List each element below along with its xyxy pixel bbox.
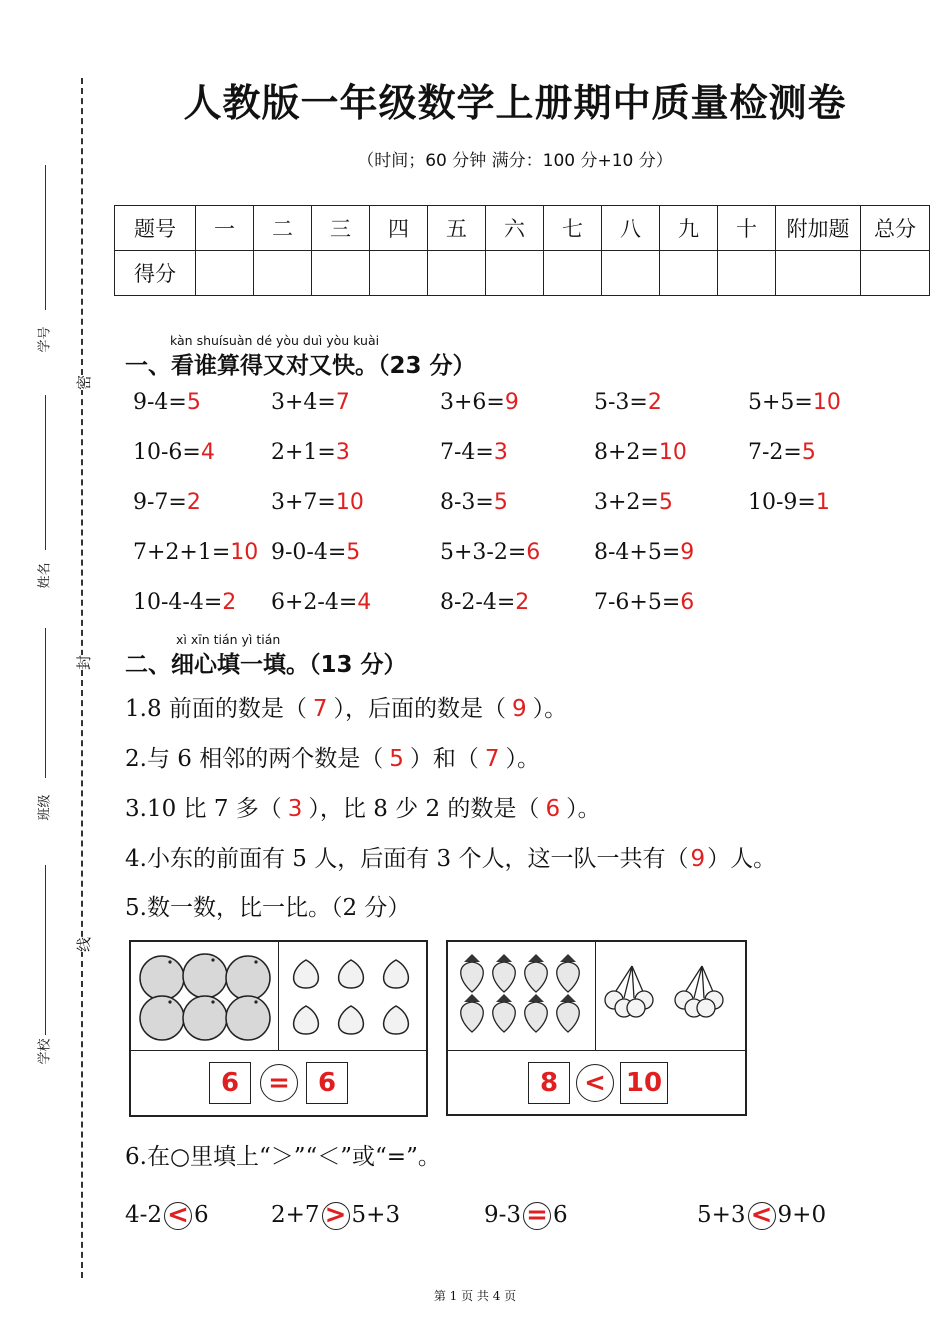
equation: 9-4= <box>133 390 187 415</box>
panel-divider <box>448 1050 745 1051</box>
answer[interactable]: 3 <box>335 440 350 465</box>
arithmetic-item <box>594 540 694 565</box>
score-input-cell[interactable] <box>370 251 428 296</box>
equation: 10-4-4= <box>133 590 223 615</box>
arithmetic-item <box>271 440 350 465</box>
compare-circle[interactable]: < <box>748 1202 776 1230</box>
answer[interactable]: 10 <box>812 390 841 415</box>
answer[interactable]: 5 <box>346 540 361 565</box>
panel2-left-count[interactable]: 8 <box>528 1062 570 1104</box>
q1-text-c: ）。 <box>532 696 568 722</box>
q3-text-a: 3.10 比 7 多（ <box>125 796 282 822</box>
answer[interactable]: 3 <box>493 440 508 465</box>
answer[interactable]: 2 <box>515 590 530 615</box>
name-label: 姓名 <box>37 562 53 589</box>
answer[interactable]: 10 <box>335 490 364 515</box>
section2-title: 二、细心填一填。（13 分） <box>125 652 407 678</box>
arithmetic-item <box>133 490 201 515</box>
equation: 8-4+5= <box>594 540 681 565</box>
compare-right: 6 <box>553 1202 568 1228</box>
score-row-label: 得分 <box>115 251 196 296</box>
compare-panel-2 <box>446 940 747 1116</box>
compare-circle[interactable]: < <box>164 1202 192 1230</box>
score-header-cell: 五 <box>428 206 486 251</box>
q1-answer-2[interactable]: 9 <box>512 696 527 722</box>
class-rule <box>45 628 46 778</box>
equation: 8+2= <box>594 440 659 465</box>
compare-item-1 <box>125 1202 209 1230</box>
compare-circle[interactable]: = <box>523 1202 551 1230</box>
equation: 3+4= <box>271 390 336 415</box>
score-header-cell: 总分 <box>861 206 930 251</box>
exam-info: （时间；60 分钟 满分：100 分+10 分） <box>357 151 673 171</box>
page-title: 人教版一年级数学上册期中质量检测卷 <box>183 81 847 125</box>
q1-text-a: 1.8 前面的数是（ <box>125 696 307 722</box>
strawberries-illustration <box>452 950 592 1046</box>
binding-word-feng: 封 <box>69 655 98 670</box>
score-table-score-row <box>115 251 930 296</box>
question-2 <box>125 740 540 773</box>
compare-item-3 <box>484 1202 568 1230</box>
panel-divider <box>278 942 279 1050</box>
panel1-right-count[interactable]: 6 <box>306 1062 348 1104</box>
equation: 5+5= <box>748 390 813 415</box>
panel1-left-count[interactable]: 6 <box>209 1062 251 1104</box>
arithmetic-item <box>594 590 694 615</box>
score-input-cell[interactable] <box>428 251 486 296</box>
compare-left: 4-2 <box>125 1202 163 1228</box>
answer[interactable]: 9 <box>680 540 695 565</box>
equation: 7+2+1= <box>133 540 231 565</box>
equation: 9-0-4= <box>271 540 347 565</box>
answer[interactable]: 9 <box>504 390 519 415</box>
score-header-cell: 九 <box>660 206 718 251</box>
equation: 7-4= <box>440 440 494 465</box>
section2-pinyin: xì xīn tián yì tián <box>176 632 281 647</box>
answer[interactable]: 4 <box>357 590 372 615</box>
arithmetic-item <box>133 390 201 415</box>
answer[interactable]: 2 <box>647 390 662 415</box>
arithmetic-item <box>133 540 258 565</box>
answer[interactable]: 10 <box>658 440 687 465</box>
q3-answer-1[interactable]: 3 <box>287 796 303 822</box>
arithmetic-item <box>440 440 508 465</box>
answer[interactable]: 1 <box>815 490 830 515</box>
q2-answer-2[interactable]: 7 <box>484 746 500 772</box>
equation: 3+6= <box>440 390 505 415</box>
arithmetic-item <box>748 490 830 515</box>
score-input-cell[interactable] <box>544 251 602 296</box>
q3-text-b: ），比 8 少 2 的数是（ <box>308 796 540 822</box>
arithmetic-item <box>271 540 360 565</box>
compare-left: 9-3 <box>484 1202 522 1228</box>
q3-text-c: ）。 <box>566 796 601 822</box>
equation: 5+3-2= <box>440 540 527 565</box>
arithmetic-item <box>440 590 529 615</box>
arithmetic-item <box>133 440 215 465</box>
q1-answer-1[interactable]: 7 <box>312 696 328 722</box>
panel1-sign[interactable]: = <box>260 1064 298 1102</box>
answer[interactable]: 4 <box>200 440 215 465</box>
student-id-label: 学号 <box>37 326 53 353</box>
name-rule <box>45 395 46 550</box>
arithmetic-item <box>594 490 673 515</box>
arithmetic-item <box>133 590 236 615</box>
arithmetic-item <box>594 390 662 415</box>
score-header-cell: 三 <box>312 206 370 251</box>
oranges-illustration <box>135 948 275 1046</box>
answer[interactable]: 5 <box>801 440 816 465</box>
score-input-cell[interactable] <box>254 251 312 296</box>
section1-pinyin: kàn shuísuàn dé yòu duì yòu kuài <box>170 333 380 348</box>
equation: 2+1= <box>271 440 336 465</box>
compare-item-2 <box>271 1202 400 1230</box>
equation: 3+2= <box>594 490 659 515</box>
equation: 5-3= <box>594 390 648 415</box>
score-header-cell: 六 <box>486 206 544 251</box>
compare-panel-1 <box>129 940 428 1117</box>
compare-left: 5+3 <box>697 1202 746 1228</box>
score-header-cell: 一 <box>196 206 254 251</box>
binding-word-mi: 密 <box>69 375 98 390</box>
compare-right: 6 <box>194 1202 209 1228</box>
score-input-cell[interactable] <box>776 251 861 296</box>
arithmetic-item <box>271 390 350 415</box>
q2-text-c: ）。 <box>505 746 540 772</box>
q1-text-b: ），后面的数是（ <box>333 696 507 722</box>
q2-answer-1[interactable]: 5 <box>389 746 404 772</box>
score-header-cell: 附加题 <box>776 206 861 251</box>
arithmetic-item <box>594 440 687 465</box>
arithmetic-item <box>271 590 371 615</box>
arithmetic-item <box>440 540 540 565</box>
question-6: 6.在○里填上“＞”“＜”或“=”。 <box>125 1144 441 1170</box>
q2-text-b: ）和（ <box>409 746 479 772</box>
arithmetic-item <box>271 490 364 515</box>
equation: 6+2-4= <box>271 590 358 615</box>
panel2-right-count[interactable]: 10 <box>620 1062 668 1104</box>
cherries-illustration <box>602 960 738 1026</box>
q4-text-b: ）人。 <box>707 846 777 872</box>
arithmetic-item <box>440 490 508 515</box>
score-header-cell: 二 <box>254 206 312 251</box>
panel-divider <box>595 942 596 1050</box>
answer[interactable]: 10 <box>230 540 259 565</box>
question-5: 5.数一数，比一比。（2 分） <box>125 895 411 921</box>
question-4 <box>125 840 776 873</box>
score-table-header-row <box>115 206 930 251</box>
binding-dashed-line <box>81 78 83 1278</box>
question-3 <box>125 790 601 823</box>
q4-text-a: 4.小东的前面有 5 人，后面有 3 个人，这一队一共有（ <box>125 846 689 872</box>
arithmetic-item <box>748 440 816 465</box>
q4-answer[interactable]: 9 <box>690 846 706 872</box>
class-label: 班级 <box>37 794 53 821</box>
equation: 9-7= <box>133 490 187 515</box>
equation: 7-2= <box>748 440 802 465</box>
answer[interactable]: 5 <box>186 390 201 415</box>
section1-title: 一、看谁算得又对又快。（23 分） <box>125 353 476 379</box>
school-label: 学校 <box>37 1038 53 1065</box>
question-1 <box>125 690 567 723</box>
compare-item-4 <box>697 1202 826 1230</box>
compare-right: 5+3 <box>351 1202 401 1228</box>
equation: 8-3= <box>440 490 494 515</box>
compare-circle[interactable]: > <box>322 1202 350 1230</box>
peaches-illustration <box>283 950 421 1046</box>
score-header-cell: 四 <box>370 206 428 251</box>
answer[interactable]: 5 <box>658 490 673 515</box>
q2-text-a: 2.与 6 相邻的两个数是（ <box>125 746 384 772</box>
compare-right: 9+0 <box>777 1202 827 1228</box>
score-header-cell: 十 <box>718 206 776 251</box>
score-header-cell: 题号 <box>115 206 196 251</box>
score-input-cell[interactable] <box>861 251 930 296</box>
score-input-cell[interactable] <box>718 251 776 296</box>
answer[interactable]: 6 <box>526 540 541 565</box>
answer[interactable]: 2 <box>222 590 237 615</box>
answer[interactable]: 6 <box>680 590 695 615</box>
score-input-cell[interactable] <box>196 251 254 296</box>
student-id-rule <box>45 165 46 310</box>
answer[interactable]: 2 <box>186 490 201 515</box>
school-rule <box>45 865 46 1035</box>
binding-word-xian: 线 <box>69 937 98 952</box>
arithmetic-item <box>748 390 841 415</box>
score-header-cell: 八 <box>602 206 660 251</box>
score-header-cell: 七 <box>544 206 602 251</box>
panel2-sign[interactable]: < <box>576 1064 614 1102</box>
equation: 10-6= <box>133 440 201 465</box>
panel-divider <box>131 1050 426 1051</box>
score-table <box>114 205 930 296</box>
arithmetic-item <box>440 390 519 415</box>
equation: 10-9= <box>748 490 816 515</box>
q3-answer-2[interactable]: 6 <box>545 796 561 822</box>
compare-left: 2+7 <box>271 1202 320 1228</box>
score-input-cell[interactable] <box>660 251 718 296</box>
equation: 8-2-4= <box>440 590 516 615</box>
score-input-cell[interactable] <box>312 251 370 296</box>
page-number: 第 1 页 共 4 页 <box>433 1289 517 1303</box>
answer[interactable]: 5 <box>493 490 508 515</box>
equation: 7-6+5= <box>594 590 681 615</box>
score-input-cell[interactable] <box>602 251 660 296</box>
score-input-cell[interactable] <box>486 251 544 296</box>
equation: 3+7= <box>271 490 336 515</box>
answer[interactable]: 7 <box>335 390 350 415</box>
